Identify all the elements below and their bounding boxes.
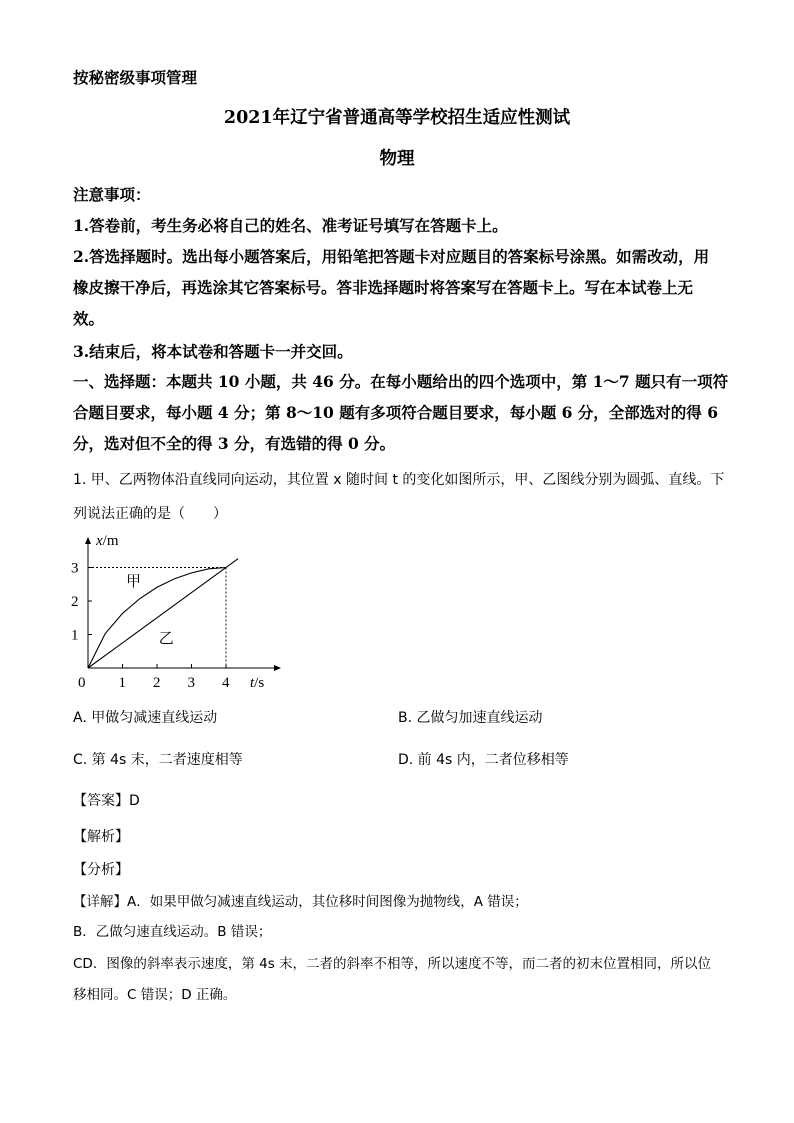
answer-value: D	[129, 793, 140, 809]
x-tick-label: 2	[153, 675, 161, 691]
notice-item-1: 1.答卷前，考生务必将自己的姓名、准考证号填写在答题卡上。	[73, 216, 508, 235]
subject-title: 物理	[379, 149, 415, 169]
option-a: A. 甲做匀减速直线运动	[73, 710, 218, 726]
y-tick-label: 3	[71, 560, 79, 577]
y-tick-label: 2	[71, 594, 79, 610]
section-instructions-line-2: 合题目要求，每小题 4 分；第 8～10 题有多项符合题目要求，每小题 6 分，全部选对的得 6	[73, 403, 718, 422]
option-d: D. 前 4s 内，二者位移相等	[398, 752, 569, 768]
notice-item-3: 3.结束后，将本试卷和答题卡一并交回。	[73, 342, 353, 361]
x-axis-label: t/s	[250, 675, 265, 691]
detail-line-4: 移相同。C 错误；D 正确。	[73, 987, 237, 1003]
x-tick-label: 0	[78, 675, 86, 691]
detail-line-2: B．乙做匀速直线运动。B 错误；	[73, 924, 272, 940]
position-time-graph	[60, 526, 290, 696]
x-tick-label: 4	[222, 675, 230, 691]
series-jia-label: 甲	[125, 573, 141, 590]
notice-item-2-line-2: 橡皮擦干净后，再选涂其它答案标号。答非选择题时将答案写在答题卡上。写在本试卷上无	[73, 278, 694, 297]
detail-line-1: 【详解】A．如果甲做匀减速直线运动，其位移时间图像为抛物线，A 错误；	[73, 894, 528, 910]
notice-item-2-line-3: 效。	[73, 309, 105, 328]
answer-line	[73, 790, 140, 810]
notice-heading: 注意事项：	[73, 185, 151, 204]
series-yi-label: 乙	[158, 630, 174, 647]
exam-title: 2021年辽宁省普通高等学校招生适应性测试	[223, 108, 571, 128]
x-tick-label: 1	[118, 675, 126, 691]
option-b: B. 乙做匀加速直线运动	[398, 710, 543, 726]
question-1-stem-line-1: 1. 甲、乙两物体沿直线同向运动，其位置 x 随时间 t 的变化如图所示，甲、乙图线分别为圆弧、直线。下	[73, 472, 725, 488]
answer-tag: 【答案】	[73, 793, 129, 809]
fenxi-tag: 【分析】	[73, 862, 129, 878]
secrecy-note: 按秘密级事项管理	[73, 68, 198, 87]
analysis-tag: 【解析】	[73, 829, 129, 845]
y-axis-label: x/m	[96, 533, 119, 549]
question-1-stem-line-2: 列说法正确的是（ ）	[73, 506, 227, 522]
notice-item-2-line-1: 2.答选择题时。选出每小题答案后，用铅笔把答题卡对应题目的答案标号涂黑。如需改动，用	[73, 247, 710, 266]
detail-line-3: CD．图像的斜率表示速度，第 4s 末，二者的斜率不相等，所以速度不等，而二者的初末位置相同，所以位	[73, 956, 712, 972]
x-tick-label: 3	[187, 675, 195, 691]
section-instructions-line-3: 分，选对但不全的得 3 分，有选错的得 0 分。	[73, 434, 396, 453]
option-c: C. 第 4s 末，二者速度相等	[73, 752, 243, 768]
section-instructions-line-1: 一、选择题：本题共 10 小题，共 46 分。在每小题给出的四个选项中，第 1～7 题只有一项符	[73, 372, 729, 391]
y-tick-label: 1	[71, 627, 79, 644]
series-yi-line	[88, 559, 238, 668]
